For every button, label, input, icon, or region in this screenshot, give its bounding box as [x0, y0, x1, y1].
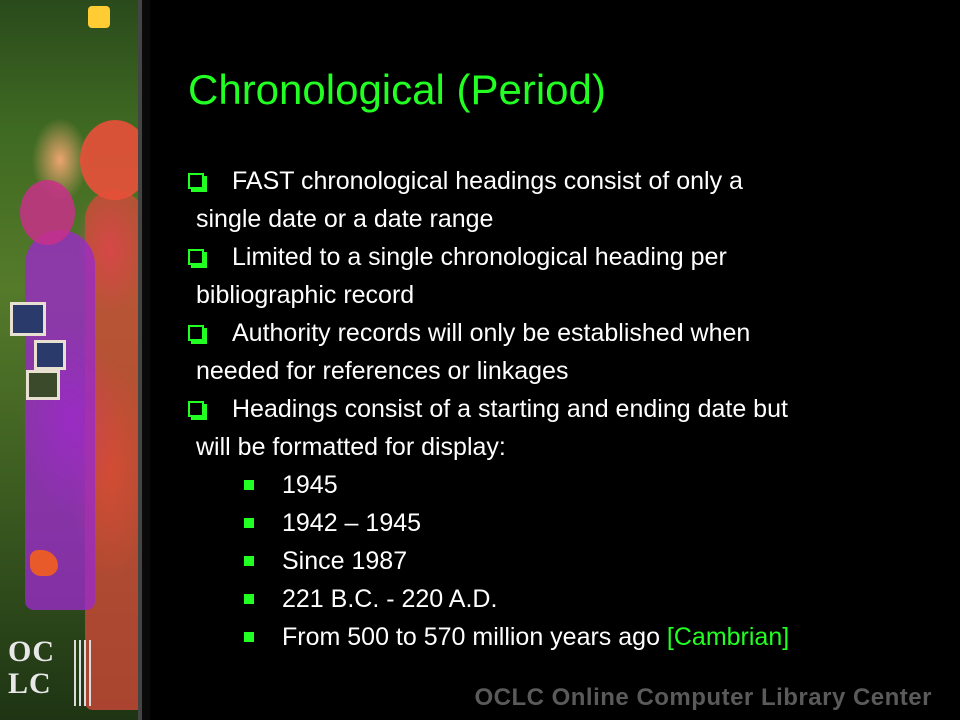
list-item [188, 390, 948, 656]
bullet-list [188, 162, 948, 656]
example-note: [Cambrian] [666, 623, 790, 651]
hollow-square-bullet-icon [188, 249, 204, 265]
figure-head-decoration [20, 180, 75, 245]
list-item [196, 542, 948, 580]
slide-title: Chronological (Period) [188, 66, 606, 113]
sun-decoration [88, 6, 110, 28]
logo-text: OC [8, 635, 55, 668]
oclc-logo [8, 636, 92, 712]
filled-square-bullet-icon [244, 632, 254, 642]
picture-frame-decoration [10, 302, 46, 336]
list-item [196, 466, 948, 504]
example-text: 1945 [282, 471, 338, 499]
list-item [196, 580, 948, 618]
filled-square-bullet-icon [244, 480, 254, 490]
picture-frame-decoration [34, 340, 66, 370]
example-text: 221 B.C. - 220 A.D. [282, 585, 498, 613]
hollow-square-bullet-icon [188, 173, 204, 189]
bullet-text: will be formatted for display: [196, 433, 506, 461]
picture-frame-decoration [26, 370, 60, 400]
example-list [196, 466, 948, 656]
list-item [188, 238, 948, 314]
list-item [196, 618, 948, 656]
logo-bars-icon [74, 640, 92, 706]
logo-text: LC [8, 667, 52, 700]
bullet-text: FAST chronological headings consist of only a [232, 167, 743, 195]
example-text: Since 1987 [282, 547, 408, 575]
example-text: 1942 – 1945 [282, 509, 422, 537]
divider [142, 0, 150, 720]
list-item [196, 504, 948, 542]
bullet-text: needed for references or linkages [196, 357, 569, 385]
bullet-text: Limited to a single chronological heading per [232, 243, 727, 271]
filled-square-bullet-icon [244, 594, 254, 604]
bullet-text: bibliographic record [196, 281, 415, 309]
hollow-square-bullet-icon [188, 325, 204, 341]
decorative-artwork [0, 0, 150, 720]
bullet-text: single date or a date range [196, 205, 494, 233]
organization-name: OCLC Online Computer Library Center [474, 684, 932, 711]
bullet-text: Headings consist of a starting and ending date but [232, 395, 788, 423]
list-item [188, 162, 948, 238]
hollow-square-bullet-icon [188, 401, 204, 417]
filled-square-bullet-icon [244, 556, 254, 566]
bullet-text: Authority records will only be established when [232, 319, 751, 347]
example-text: From 500 to 570 million years ago [282, 623, 660, 651]
filled-square-bullet-icon [244, 518, 254, 528]
list-item [188, 314, 948, 390]
